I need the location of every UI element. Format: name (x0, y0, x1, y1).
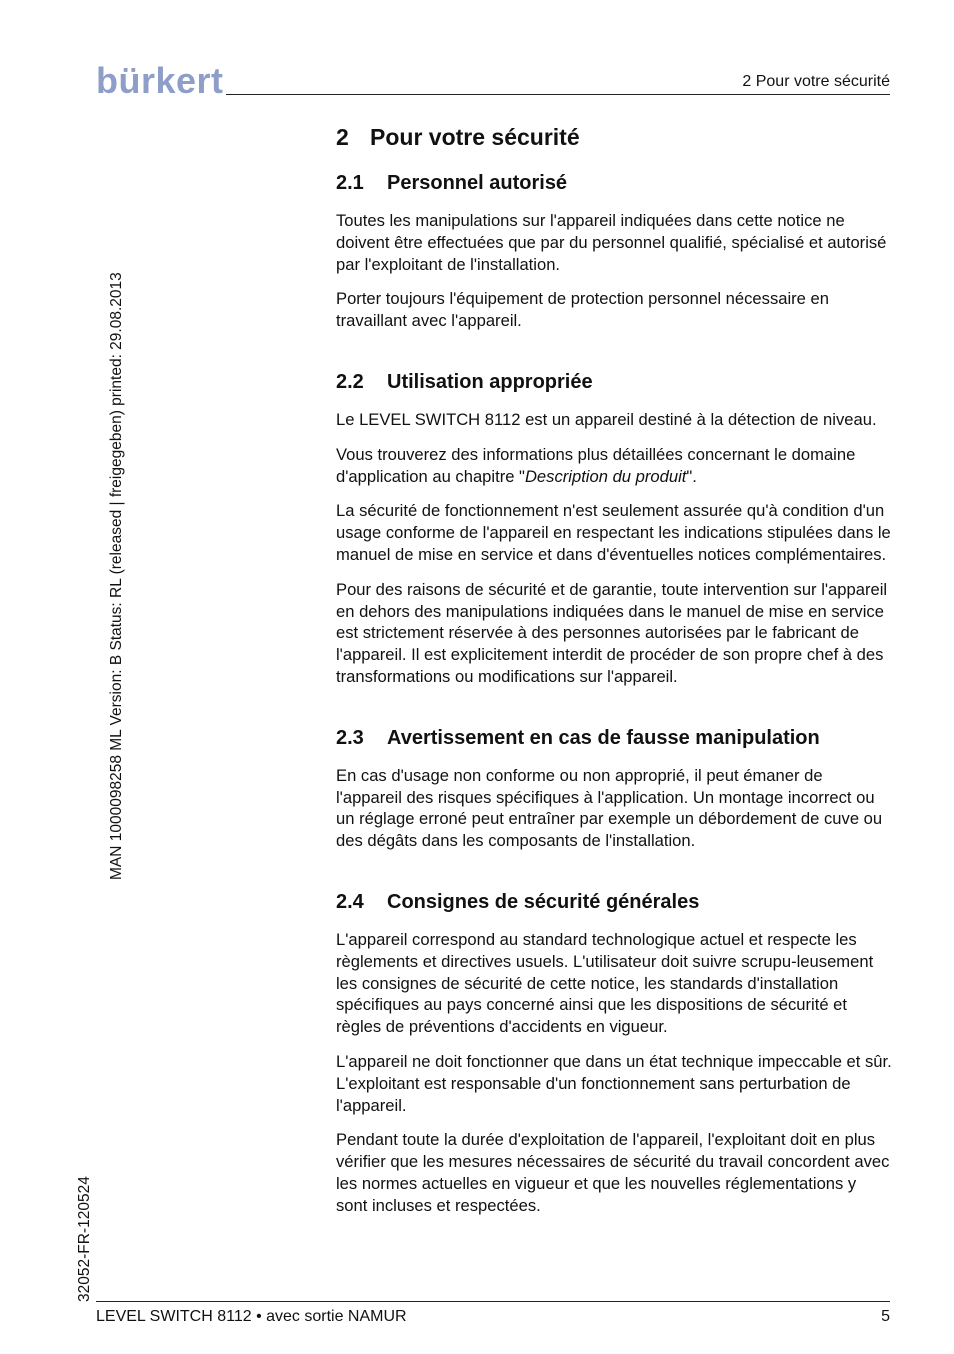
page-number: 5 (881, 1308, 890, 1325)
section-2-4 (336, 887, 892, 1217)
section-heading (336, 367, 892, 397)
chapter-title: Pour votre sécurité (370, 124, 580, 150)
document-number-vertical: 32052-FR-120524 (76, 1176, 93, 1302)
paragraph: Pendant toute la durée d'exploitation de l'appareil, l'exploitant doit en plus vérifier que les mesures nécessaires de sécurité du travail concordent avec les normes actuelles en vigueur et que les nouvelles réglementations y sont incluses et respectées. (336, 1130, 890, 1215)
chapter-number: 2 (336, 124, 349, 150)
section-title: Personnel autorisé (387, 172, 568, 194)
section-title: Avertissement en cas de fausse manipulation (387, 726, 820, 749)
section-2-2 (336, 367, 892, 688)
paragraph-text: Vous trouverez des informations plus détaillées concernant le domaine d'application au chapitre " (336, 444, 856, 486)
paragraph: L'appareil correspond au standard technologique actuel et respecte les règlements et directives usuels. L'utilisateur doit suivre scrupu-leusement les consignes de sécurité de cette notice, les standards d'installation spécifiques au pays concerné ainsi que les dispositions de sécurité et règles de préventions d'accidents en vigueur. (336, 929, 874, 1037)
page-content (336, 120, 892, 1252)
paragraph (336, 444, 892, 488)
section-heading (336, 168, 892, 198)
paragraph: Toutes les manipulations sur l'appareil indiquées dans cette notice ne doivent être effectuées que par du personnel qualifié, spécialisé et autorisé par l'exploitant de l'installation. (336, 211, 887, 274)
logo-wordmark: bürkert (96, 60, 224, 101)
footer-product: LEVEL SWITCH 8112 • avec sortie NAMUR (96, 1308, 407, 1325)
paragraph: L'appareil ne doit fonctionner que dans un état technique impeccable et sûr. L'exploitant est responsable d'un fonctionnement sans perturbation de l'appareil. (336, 1051, 892, 1115)
section-2-1 (336, 168, 892, 332)
paragraph: Le LEVEL SWITCH 8112 est un appareil destiné à la détection de niveau. (336, 409, 877, 429)
paragraph: La sécurité de fonctionnement n'est seulement assurée qu'à condition d'un usage conforme de l'appareil en respectant les indications stipulées dans le manuel de mise en service et dans d'éventuelles notices complémentaires. (336, 501, 891, 564)
paragraph: En cas d'usage non conforme ou non approprié, il peut émaner de l'appareil des risques spécifiques à l'application. Un montage incorrect ou un réglage erroné peut entraîner par exemple un débordement de cuve ou des dégâts dans les composants de l'installation. (336, 765, 883, 851)
section-number: 2.1 (336, 172, 364, 194)
paragraph-text: ". (686, 466, 697, 486)
chapter-heading (336, 120, 892, 154)
section-title: Consignes de sécurité générales (387, 890, 700, 913)
section-heading (336, 723, 892, 753)
paragraph: Pour des raisons de sécurité et de garantie, toute intervention sur l'appareil en dehors des manipulations indiquées dans le manuel de mise en service est strictement réservée à des personnes autorisées par le fabricant de l'appareil. Il est explicitement interdit de procéder de son propre chef à des transformations ou modifications sur l'appareil. (336, 579, 888, 686)
header-divider (226, 94, 890, 95)
running-head: 2 Pour votre sécurité (742, 73, 890, 90)
document-meta-vertical: MAN 1000098258 ML Version: B Status: RL (released | freigegeben) printed: 29.08.2013 (108, 272, 125, 880)
section-2-3 (336, 723, 892, 852)
section-heading (336, 887, 892, 917)
chapter-reference: Description du produit (524, 466, 687, 486)
section-number: 2.2 (336, 370, 364, 393)
section-number: 2.4 (336, 890, 364, 913)
paragraph: Porter toujours l'équipement de protection personnel nécessaire en travaillant avec l'appareil. (336, 289, 829, 331)
section-title: Utilisation appropriée (387, 370, 593, 393)
footer-divider (96, 1301, 890, 1302)
burkert-logo (96, 60, 224, 101)
section-number: 2.3 (336, 726, 364, 749)
